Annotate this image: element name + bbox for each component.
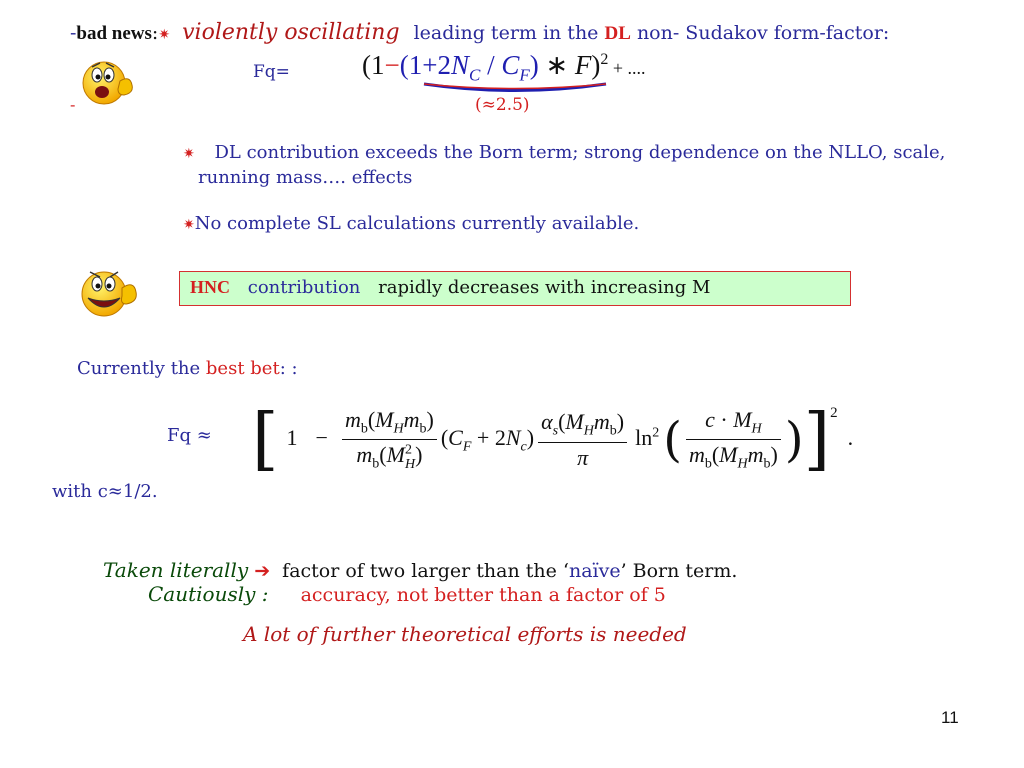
bullet-dl-contribution [183, 142, 945, 163]
contribution-label: contribution [247, 277, 361, 298]
formula2-right-bracket: ] [803, 399, 831, 479]
formula-minus: − [384, 50, 400, 80]
approx-note: (≈2.5) [475, 95, 530, 115]
header-dash: - [70, 22, 77, 44]
best-bet-highlight: best bet [205, 358, 280, 379]
factor-text-post: ’ Born term. [620, 560, 738, 582]
best-bet-line [77, 358, 298, 379]
formula2-den1: $m_b(M^2_H)$ [356, 442, 423, 472]
hnc-box-text [190, 277, 710, 298]
header-colon: : [151, 22, 159, 44]
star-bullet-icon: ✷ [183, 146, 195, 162]
further-efforts-text: A lot of further theoretical efforts is needed [243, 622, 687, 646]
formula-slash: / [480, 50, 502, 80]
bullet-text-line2: running mass…. effects [198, 167, 413, 188]
violently-oscillating-text: violently oscillating [182, 20, 400, 45]
formula2-den3: $m_b(M_Hm_b)$ [688, 442, 778, 472]
fq-approx-label: Fq ≈ [167, 425, 212, 446]
leading-term-text: leading term in the [413, 22, 599, 44]
formula-close: ) [591, 50, 601, 80]
formula-open: (1 [362, 50, 385, 80]
formula2-mid: $(C_F + 2N_c)$ [440, 425, 535, 455]
formula-F: F [574, 50, 592, 80]
hnc-rest-text: rapidly decreases with increasing M [378, 277, 711, 298]
formula2-one: 1 [286, 425, 298, 450]
star-bullet-icon: ✷ [158, 27, 171, 43]
bullet-no-sl [183, 213, 639, 234]
formula-underbrace [420, 80, 610, 94]
formula-power: 2 [600, 51, 609, 68]
formula-inner-close: ) [529, 50, 539, 80]
page-number: 11 [941, 708, 959, 727]
arrow-right-icon: ➔ [254, 560, 271, 582]
bullet-text-line1: DL contribution exceeds the Born term; strong dependence on the NLLO, scale, [214, 142, 946, 163]
formula2-frac1 [342, 407, 437, 473]
formula-nc-sub: C [468, 65, 481, 85]
formula-tail: + .... [608, 58, 646, 78]
formula-inner-open: (1+ [399, 50, 438, 80]
best-bet-suffix: : : [279, 358, 298, 379]
cautiously-label: Cautiously : [148, 582, 269, 606]
dl-label: DL [604, 23, 631, 44]
accuracy-text: accuracy, not better than a factor of 5 [300, 584, 666, 606]
with-c-note: with c≈1/2. [52, 481, 158, 502]
worried-smiley-icon [78, 55, 136, 107]
factor-text-pre: factor of two larger than the ‘ [282, 560, 569, 582]
fq-label: Fq= [253, 62, 290, 82]
header-line [70, 20, 889, 45]
formula-times: ∗ [538, 50, 575, 80]
formula2-num3: $c \cdot M_H$ [686, 407, 781, 440]
hnc-label: HNC [190, 277, 230, 297]
formula2-frac2 [538, 409, 627, 470]
formula2-frac3 [686, 407, 781, 473]
taken-literally-line [103, 558, 737, 582]
formula2-minus: − [315, 425, 328, 450]
formula2-period: . [847, 425, 854, 450]
naive-word: naïve [568, 560, 621, 582]
best-bet-prefix: Currently the [77, 358, 206, 379]
formula2-right-paren: ) [784, 411, 804, 468]
formula2-den2: π [577, 444, 589, 470]
formula-cf: C [501, 50, 520, 80]
formula2-left-bracket: [ [252, 399, 279, 479]
formula-cf-sub: F [519, 65, 530, 85]
formula2-num2: $\alpha_s(M_Hm_b)$ [538, 409, 627, 442]
shouting-smiley-icon [78, 262, 140, 320]
star-bullet-icon: ✷ [183, 217, 195, 233]
formula2-power: 2 [830, 405, 838, 421]
formula2-num1: $m_b(M_Hm_b)$ [342, 407, 437, 440]
bad-news-label: bad news [76, 23, 152, 44]
formula2-ln: $\ln^2$ [635, 425, 660, 450]
formula-nc: N [450, 50, 469, 80]
bullet-text: No complete SL calculations currently available. [194, 213, 640, 234]
formula2-left-paren: ( [663, 411, 682, 468]
cautiously-line [148, 582, 666, 606]
taken-literally-label: Taken literally [103, 558, 249, 582]
left-dash: - [70, 95, 76, 114]
best-bet-formula [252, 399, 854, 479]
formula-two: 2 [437, 50, 451, 80]
header-rest-text: non- Sudakov form-factor: [636, 22, 890, 44]
